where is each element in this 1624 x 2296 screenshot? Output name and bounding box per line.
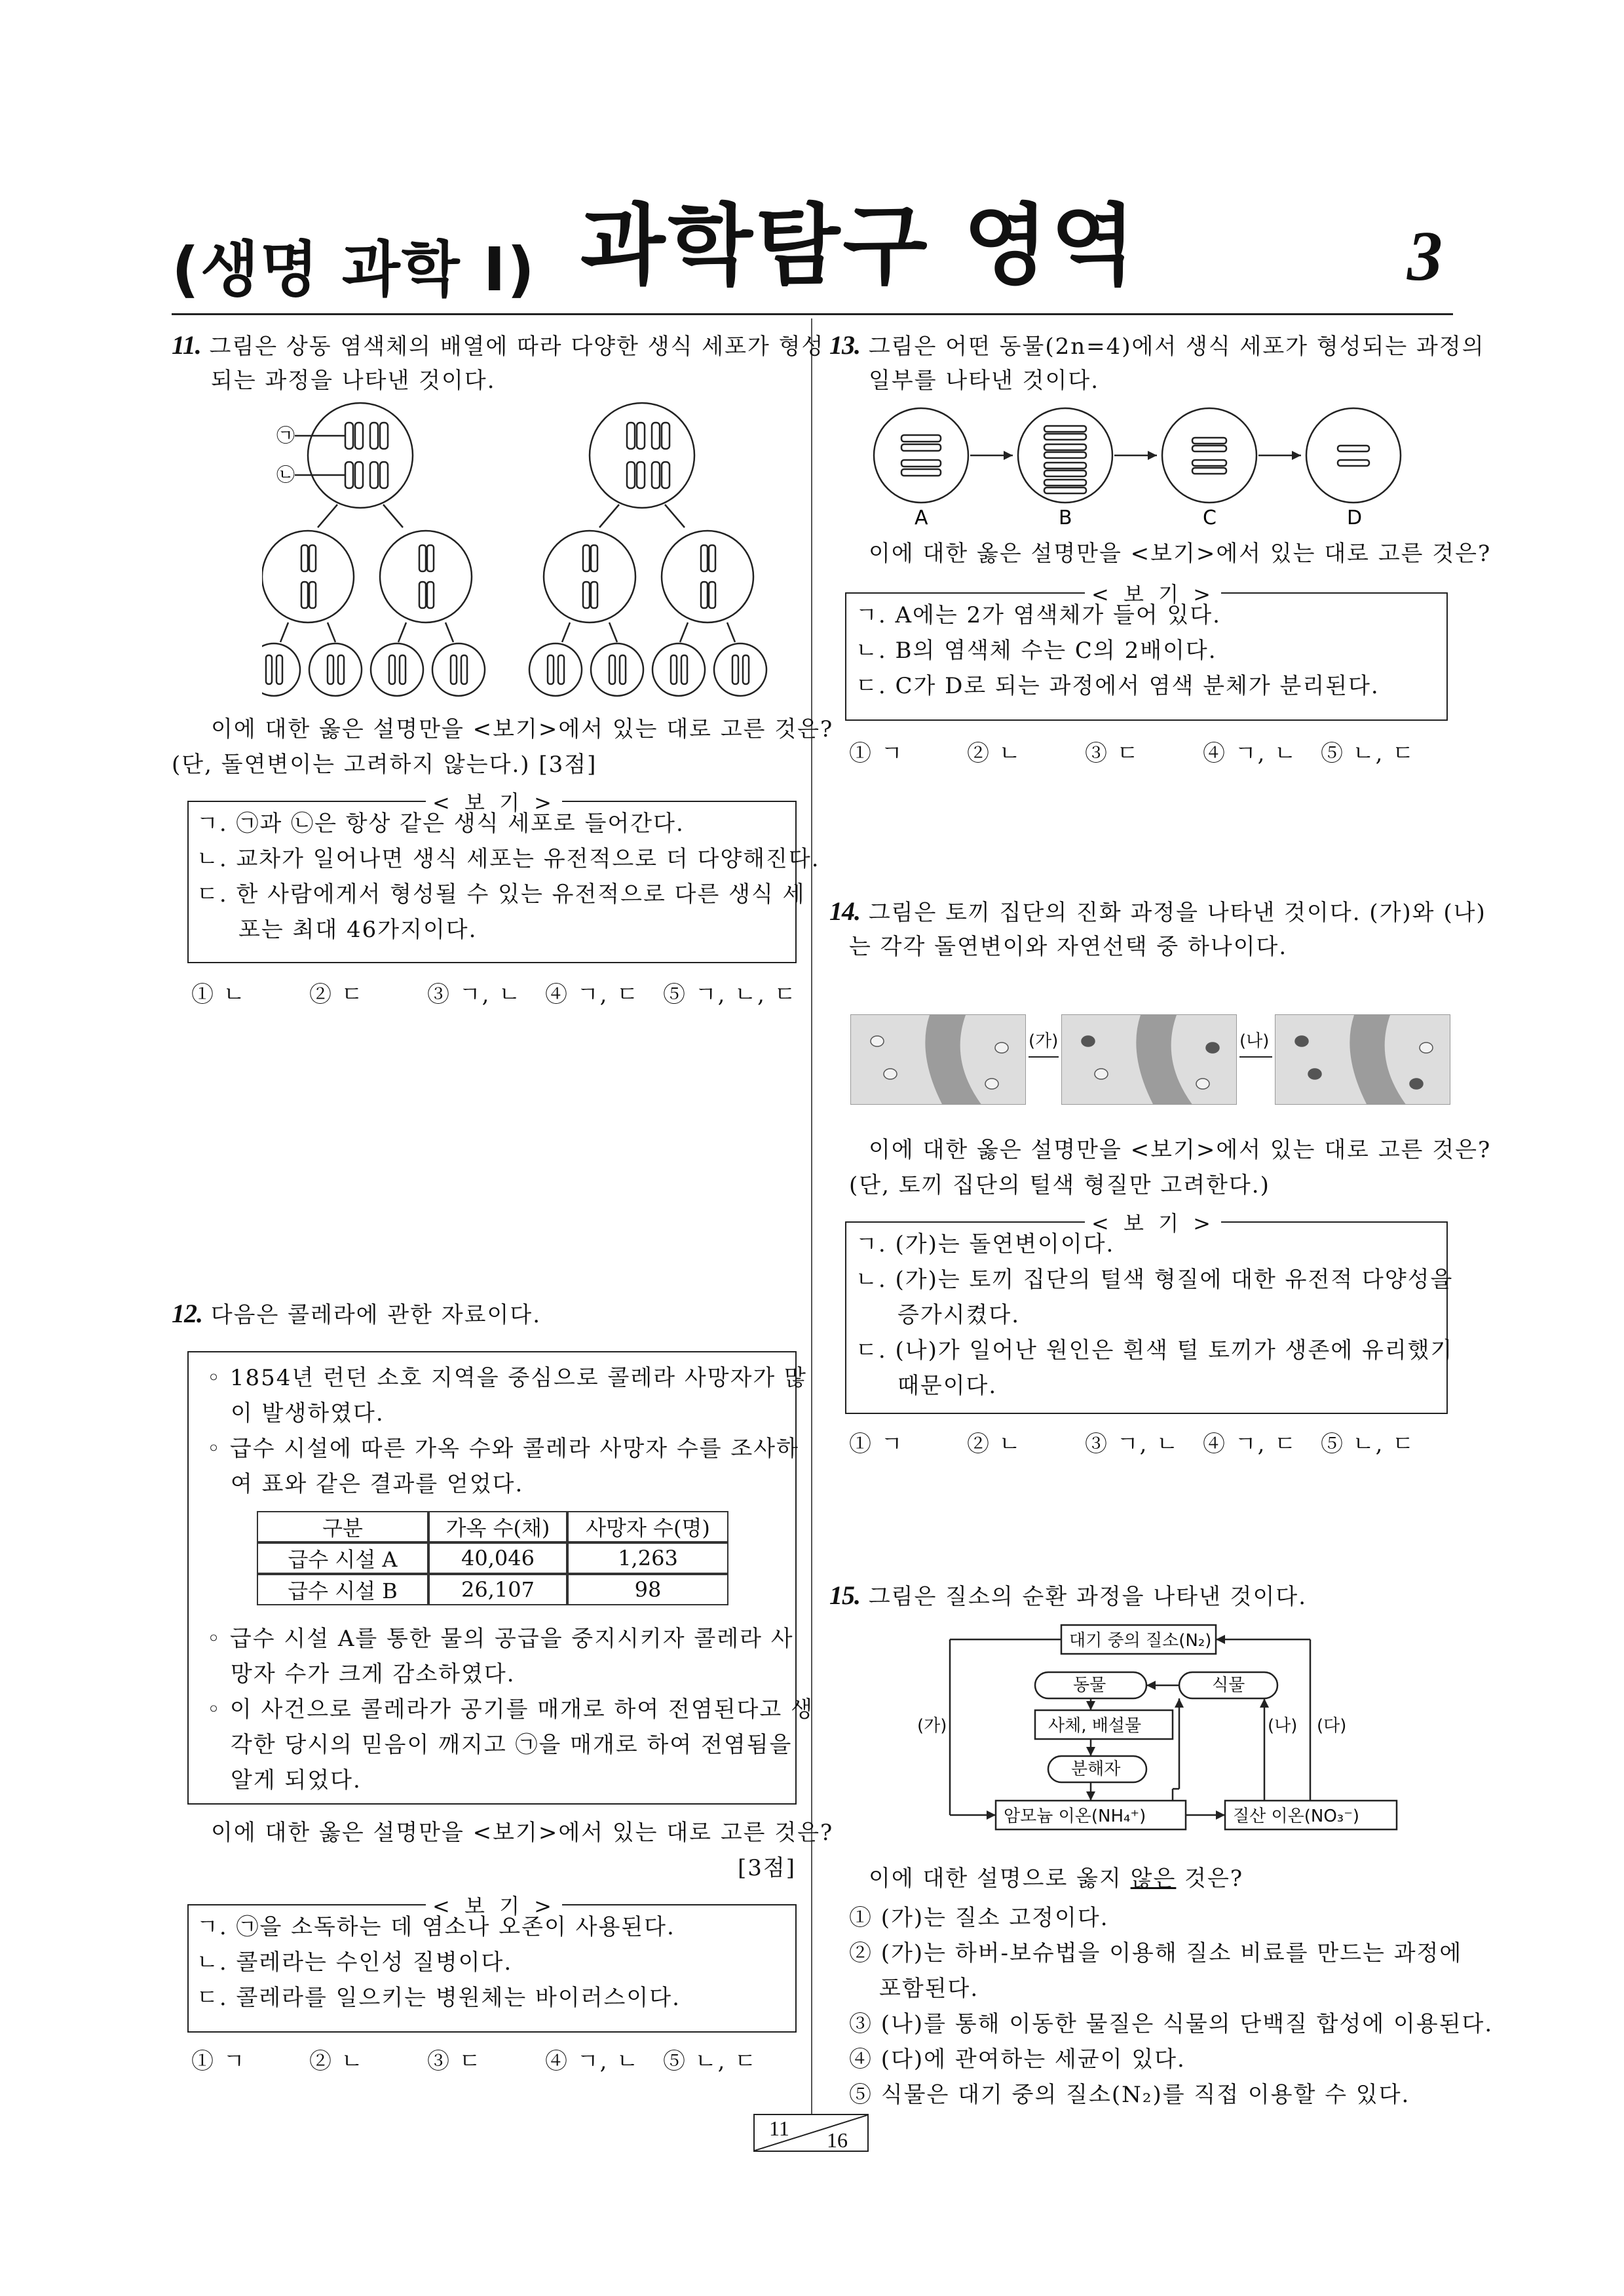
q12-th-2: 가옥 수(채) <box>428 1511 567 1542</box>
q13-bogi-title: < 보 기 > <box>1085 578 1221 608</box>
q14-stem-text: 그림은 토끼 집단의 진화 과정을 나타낸 것이다. (가)와 (나) <box>868 900 1486 926</box>
q15-text-animal: 동물 <box>1073 1675 1106 1695</box>
q13-stem-text: 그림은 어떤 동물(2n=4)에서 생식 세포가 형성되는 과정의 <box>868 334 1485 360</box>
q15-option-3[interactable]: ③ (나)를 통해 이동한 물질은 식물의 단백질 합성에 이용된다. <box>849 2011 1494 2037</box>
q14-arrow-2 <box>1239 1027 1269 1052</box>
q11-stem-line2: 되는 과정을 나타낸 것이다. <box>211 368 496 394</box>
q13-cell-b <box>1018 408 1112 503</box>
q11-bogi-1: ㄱ. ㉠과 ㉡은 항상 같은 생식 세포로 들어간다. <box>197 811 685 837</box>
q15-stem <box>829 1578 1307 1615</box>
q13-label-d: D <box>1347 507 1363 529</box>
q14-ask-line1: 이에 대한 옳은 설명만을 <보기>에서 있는 대로 고른 것은? <box>869 1137 1492 1163</box>
q12-item-4b: 각한 당시의 믿음이 깨지고 ㉠을 매개로 하여 전염됨을 <box>231 1732 793 1758</box>
q12-ask-points: [3점] <box>738 1855 797 1881</box>
q12-bogi-title: < 보 기 > <box>426 1890 562 1920</box>
q11-gamete <box>371 643 423 696</box>
q12-item-2b: 여 표와 같은 결과를 얻었다. <box>231 1471 524 1497</box>
q11-gamete <box>432 643 485 696</box>
q13-bogi-1: ㄱ. A에는 2가 염색체가 들어 있다. <box>856 602 1221 628</box>
q12-td: 26,107 <box>428 1574 567 1605</box>
q12-stem-text: 다음은 콜레라에 관한 자료이다. <box>210 1302 542 1328</box>
q12-td: 40,046 <box>428 1542 567 1574</box>
page-number: 3 <box>1407 218 1443 296</box>
q13-cell-c <box>1162 408 1256 503</box>
q12-item-4c: 알게 되었다. <box>231 1767 362 1793</box>
q14-stem-line2: 는 각각 돌연변이와 자연선택 중 하나이다. <box>849 934 1288 960</box>
q14-choice-3[interactable]: ③ ㄱ, ㄴ <box>1085 1431 1180 1457</box>
q13-cell-d <box>1306 408 1401 503</box>
header-rule <box>172 313 1453 315</box>
q13-choice-3[interactable]: ③ ㄷ <box>1085 740 1140 767</box>
q11-ask-line1: 이에 대한 옳은 설명만을 <보기>에서 있는 대로 고른 것은? <box>211 716 834 742</box>
q14-arrow-line-1 <box>1029 1056 1059 1058</box>
q13-stem-line2: 일부를 나타낸 것이다. <box>869 368 1100 394</box>
q14-arrow-1 <box>1029 1027 1058 1052</box>
q14-arrow-label-2: (나) <box>1239 1031 1270 1051</box>
q11-stem-line1 <box>172 328 824 364</box>
q14-ask-line2: (단, 토끼 집단의 털색 형질만 고려한다.) <box>849 1172 1270 1198</box>
q15-text-nitrate: 질산 이온(NO₃⁻) <box>1233 1807 1360 1826</box>
q12-stem <box>172 1296 541 1333</box>
q12-choice-2[interactable]: ② ㄴ <box>309 2048 364 2075</box>
q15-option-5[interactable]: ⑤ 식물은 대기 중의 질소(N₂)를 직접 이용할 수 있다. <box>849 2082 1410 2108</box>
q15-text-ammonium: 암모늄 이온(NH₄⁺) <box>1004 1807 1146 1826</box>
q12-th-1: 구분 <box>257 1511 428 1542</box>
q11-label-a: ㉠ <box>276 425 295 446</box>
q12-choice-3[interactable]: ③ ㄷ <box>427 2048 482 2075</box>
q13-choice-5[interactable]: ⑤ ㄴ, ㄷ <box>1321 740 1416 767</box>
q15-stem-text: 그림은 질소의 순환 과정을 나타낸 것이다. <box>868 1584 1308 1610</box>
q14-number: 14. <box>829 896 860 926</box>
q13-label-c: C <box>1203 507 1217 529</box>
q13-cell-a <box>874 408 968 503</box>
q11-parent-cell-1 <box>308 403 413 508</box>
q13-ask: 이에 대한 옳은 설명만을 <보기>에서 있는 대로 고른 것은? <box>869 541 1492 567</box>
q12-item-4: ◦ 이 사건으로 콜레라가 공기를 매개로 하여 전염된다고 생 <box>207 1696 814 1723</box>
page-current: 11 <box>769 2116 789 2140</box>
page-counter <box>753 2114 869 2152</box>
q13-number: 13. <box>829 330 860 360</box>
q11-gamete <box>714 643 766 696</box>
q11-gamete <box>591 643 643 696</box>
q15-label-da: (다) <box>1317 1716 1347 1736</box>
q11-gamete <box>309 643 362 696</box>
q14-bogi-3b: 때문이다. <box>897 1373 998 1399</box>
q12-td: 98 <box>567 1574 728 1605</box>
q12-bogi-3: ㄷ. 콜레라를 일으키는 병원체는 바이러스이다. <box>197 1985 681 2011</box>
q11-parent-cell-2 <box>590 403 694 508</box>
q15-ask-pre: 이에 대한 설명으로 옳지 <box>869 1866 1131 1892</box>
subject-label: (생명 과학 Ⅰ) <box>172 235 536 305</box>
page-total: 16 <box>827 2128 848 2152</box>
q15-ask-under: 않은 <box>1130 1866 1177 1892</box>
q13-choice-4[interactable]: ④ ㄱ, ㄴ <box>1203 740 1298 767</box>
q11-choice-3[interactable]: ③ ㄱ, ㄴ <box>427 982 522 1008</box>
q15-option-1[interactable]: ① (가)는 질소 고정이다. <box>849 1905 1109 1931</box>
q11-label-b: ㉡ <box>276 464 295 486</box>
q11-bogi-2: ㄴ. 교차가 일어나면 생식 세포는 유전적으로 더 다양해진다. <box>197 846 820 872</box>
q14-choice-2[interactable]: ② ㄴ <box>967 1431 1022 1457</box>
q11-bogi-3: ㄷ. 한 사람에게서 형성될 수 있는 유전적으로 다른 생식 세 <box>197 881 806 908</box>
q12-choice-4[interactable]: ④ ㄱ, ㄴ <box>545 2048 640 2075</box>
q14-bogi-2b: 증가시켰다. <box>897 1302 1021 1328</box>
q11-meiosis-diagram <box>262 400 799 708</box>
q13-label-b: B <box>1059 507 1072 529</box>
q15-text-remains: 사체, 배설물 <box>1048 1716 1142 1736</box>
q11-bogi-3b: 포는 최대 46가지이다. <box>238 917 478 943</box>
q13-bogi-2: ㄴ. B의 염색체 수는 C의 2배이다. <box>856 638 1217 664</box>
q15-text-plant: 식물 <box>1212 1675 1245 1695</box>
q15-nitrogen-cycle-diagram <box>917 1618 1402 1854</box>
q12-item-1b: 이 발생하였다. <box>231 1400 385 1426</box>
q11-mid-cell <box>544 531 635 622</box>
q11-choice-5[interactable]: ⑤ ㄱ, ㄴ, ㄷ <box>663 982 797 1008</box>
q12-item-3: ◦ 급수 시설 A를 통한 물의 공급을 중지시키자 콜레라 사 <box>207 1626 794 1652</box>
q14-scene-2 <box>1061 1014 1237 1105</box>
q14-scene-1 <box>850 1014 1026 1105</box>
q11-ask-line2: (단, 돌연변이는 고려하지 않는다.) [3점] <box>172 752 597 778</box>
q12-table <box>257 1511 728 1605</box>
q11-choice-4[interactable]: ④ ㄱ, ㄷ <box>545 982 640 1008</box>
q11-gamete <box>652 643 705 696</box>
q11-choice-1[interactable]: ① ㄴ <box>191 982 246 1008</box>
q12-td: 급수 시설 A <box>257 1542 428 1574</box>
q14-arrow-label-1: (가) <box>1029 1031 1059 1051</box>
q11-mid-cell <box>662 531 753 622</box>
q14-bogi-title: < 보 기 > <box>1085 1207 1221 1237</box>
q13-stem-line1 <box>829 328 1485 364</box>
q13-choice-1[interactable]: ① ㄱ <box>849 740 904 767</box>
q12-td: 급수 시설 B <box>257 1574 428 1605</box>
q11-number: 11. <box>172 330 201 360</box>
q11-mid-cell <box>380 531 472 622</box>
q15-label-ga: (가) <box>917 1716 947 1736</box>
q12-item-1: ◦ 1854년 런던 소호 지역을 중심으로 콜레라 사망자가 많 <box>207 1365 807 1391</box>
q15-label-na: (나) <box>1268 1716 1298 1736</box>
q13-cell-diagram <box>869 406 1432 531</box>
q11-bogi-title: < 보 기 > <box>426 786 562 816</box>
q14-bogi-1: ㄱ. (가)는 돌연변이이다. <box>856 1231 1115 1257</box>
q15-option-2[interactable]: ② (가)는 하버-보슈법을 이용해 질소 비료를 만드는 과정에 <box>849 1940 1463 1966</box>
q12-th-3: 사망자 수(명) <box>567 1511 728 1542</box>
q15-text-decomposer: 분해자 <box>1071 1759 1121 1779</box>
q14-choice-5[interactable]: ⑤ ㄴ, ㄷ <box>1321 1431 1416 1457</box>
q14-bogi-2: ㄴ. (가)는 토끼 집단의 털색 형질에 대한 유전적 다양성을 <box>856 1267 1454 1293</box>
q11-mid-cell <box>262 531 354 622</box>
q15-text-air: 대기 중의 질소(N₂) <box>1069 1631 1212 1651</box>
q13-choice-2[interactable]: ② ㄴ <box>967 740 1022 767</box>
q11-choice-2[interactable]: ② ㄷ <box>309 982 364 1008</box>
q15-ask <box>869 1861 1243 1896</box>
q11-gamete <box>262 643 300 696</box>
q14-bogi-3: ㄷ. (나)가 일어난 원인은 흰색 털 토끼가 생존에 유리했기 <box>856 1337 1454 1364</box>
q12-ask-line1: 이에 대한 옳은 설명만을 <보기>에서 있는 대로 고른 것은? <box>211 1820 834 1846</box>
q11-gamete <box>529 643 582 696</box>
page-title: 과학탐구 영역 <box>580 195 1139 297</box>
q12-choice-1[interactable]: ① ㄱ <box>191 2048 246 2075</box>
q14-stem-line1 <box>829 894 1486 930</box>
q14-arrow-line-2 <box>1239 1056 1272 1058</box>
q11-stem-text: 그림은 상동 염색체의 배열에 따라 다양한 생식 세포가 형성 <box>209 334 825 360</box>
q12-bogi-2: ㄴ. 콜레라는 수인성 질병이다. <box>197 1949 513 1976</box>
q12-td: 1,263 <box>567 1542 728 1574</box>
q15-ask-post: 것은? <box>1176 1866 1244 1892</box>
q15-option-2b: 포함된다. <box>879 1976 979 2002</box>
q13-bogi-3: ㄷ. C가 D로 되는 과정에서 염색 분체가 분리된다. <box>856 673 1380 699</box>
q13-label-a: A <box>915 507 928 529</box>
q14-scene-3 <box>1275 1014 1450 1105</box>
q12-bogi-1: ㄱ. ㉠을 소독하는 데 염소나 오존이 사용된다. <box>197 1914 675 1940</box>
q12-item-2: ◦ 급수 시설에 따른 가옥 수와 콜레라 사망자 수를 조사하 <box>207 1436 799 1462</box>
q15-number: 15. <box>829 1580 860 1610</box>
q14-choice-1[interactable]: ① ㄱ <box>849 1431 904 1457</box>
q12-item-3b: 망자 수가 크게 감소하였다. <box>231 1661 516 1687</box>
q12-number: 12. <box>172 1299 202 1328</box>
q15-option-4[interactable]: ④ (다)에 관여하는 세균이 있다. <box>849 2046 1186 2073</box>
q12-choice-5[interactable]: ⑤ ㄴ, ㄷ <box>663 2048 758 2075</box>
q14-choice-4[interactable]: ④ ㄱ, ㄷ <box>1203 1431 1298 1457</box>
